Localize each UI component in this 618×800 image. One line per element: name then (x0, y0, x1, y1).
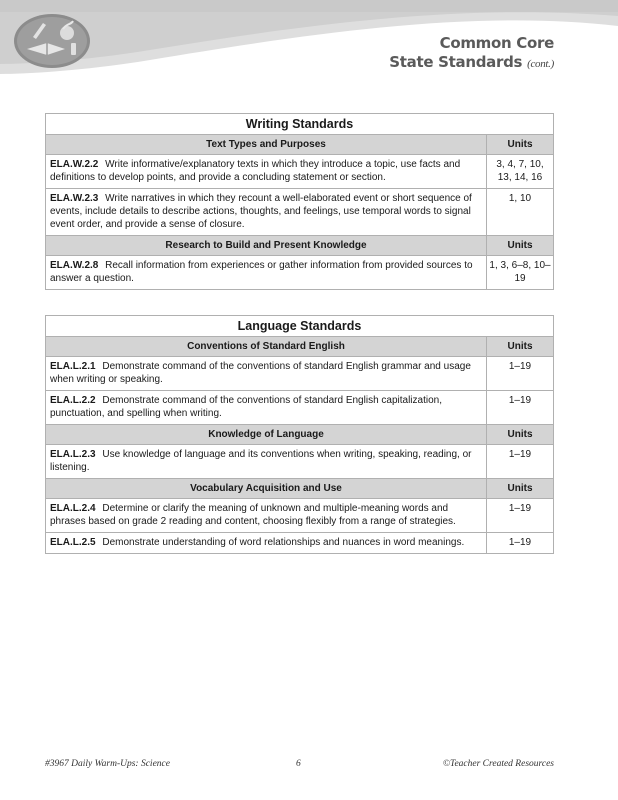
standard-code: ELA.L.2.4 (50, 503, 96, 514)
standard-row (46, 499, 554, 533)
units-column-header: Units (487, 337, 554, 357)
standard-units: 1, 3, 6–8, 10–19 (487, 256, 554, 290)
standard-description (46, 499, 487, 533)
page-title (389, 34, 554, 71)
standard-code: ELA.L.2.3 (50, 449, 96, 460)
standard-text: Write informative/explanatory texts in which they introduce a topic, use facts and definitions to develop points, and provide a concluding statement or section. (50, 159, 461, 183)
publisher-logo (13, 13, 91, 69)
standard-text: Demonstrate understanding of word relationships and nuances in word meanings. (102, 537, 465, 548)
standard-units: 1–19 (487, 533, 554, 554)
writing-standards-table (45, 113, 554, 290)
standard-description (46, 391, 487, 425)
footer-publisher: ©Teacher Created Resources (442, 759, 554, 769)
standard-text: Demonstrate command of the conventions of standard English grammar and usage when writing or speaking. (50, 361, 471, 385)
standard-row (46, 357, 554, 391)
standard-description (46, 357, 487, 391)
section-heading: Vocabulary Acquisition and Use (46, 479, 487, 499)
footer-book-title: #3967 Daily Warm-Ups: Science (45, 759, 170, 769)
title-line-state-standards (389, 53, 554, 71)
standard-units: 1–19 (487, 499, 554, 533)
units-column-header: Units (487, 236, 554, 256)
writing-table-title: Writing Standards (46, 114, 554, 135)
section-heading: Text Types and Purposes (46, 135, 487, 155)
standard-row (46, 391, 554, 425)
page-footer (45, 759, 554, 773)
standard-description (46, 155, 487, 189)
standard-code: ELA.L.2.5 (50, 537, 96, 548)
standard-units: 1–19 (487, 445, 554, 479)
title-line-common-core: Common Core (439, 34, 554, 52)
standard-code: ELA.L.2.2 (50, 395, 96, 406)
standard-code: ELA.W.2.8 (50, 260, 99, 271)
language-standards-table (45, 315, 554, 554)
standard-units: 3, 4, 7, 10, 13, 14, 16 (487, 155, 554, 189)
title-state-standards: State Standards (389, 53, 523, 71)
units-column-header: Units (487, 135, 554, 155)
standard-row (46, 445, 554, 479)
standard-description (46, 189, 487, 236)
section-heading: Conventions of Standard English (46, 337, 487, 357)
standard-code: ELA.W.2.2 (50, 159, 99, 170)
standard-text: Write narratives in which they recount a well-elaborated event or short sequence of events, include details to describe actions, thoughts, and feelings, use temporal words to signal event order, and provide a sense of closure. (50, 193, 472, 230)
standard-row (46, 155, 554, 189)
title-continued-note: (cont.) (527, 58, 554, 70)
standard-units: 1–19 (487, 391, 554, 425)
language-table-title: Language Standards (46, 316, 554, 337)
standard-row (46, 533, 554, 554)
standard-text: Use knowledge of language and its conventions when writing, speaking, reading, or listening. (50, 449, 472, 473)
standard-row (46, 189, 554, 236)
footer-page-number: 6 (296, 759, 301, 769)
section-heading: Knowledge of Language (46, 425, 487, 445)
units-column-header: Units (487, 479, 554, 499)
standard-description (46, 445, 487, 479)
standard-description (46, 256, 487, 290)
standard-text: Determine or clarify the meaning of unknown and multiple-meaning words and phrases based on grade 2 reading and content, choosing flexibly from a range of strategies. (50, 503, 456, 527)
standard-code: ELA.W.2.3 (50, 193, 99, 204)
standard-units: 1, 10 (487, 189, 554, 236)
units-column-header: Units (487, 425, 554, 445)
standard-description (46, 533, 487, 554)
standard-row (46, 256, 554, 290)
standard-code: ELA.L.2.1 (50, 361, 96, 372)
standard-text: Recall information from experiences or gather information from provided sources to answer a question. (50, 260, 473, 284)
standard-text: Demonstrate command of the conventions of standard English capitalization, punctuation, and spelling when writing. (50, 395, 442, 419)
section-heading: Research to Build and Present Knowledge (46, 236, 487, 256)
standard-units: 1–19 (487, 357, 554, 391)
